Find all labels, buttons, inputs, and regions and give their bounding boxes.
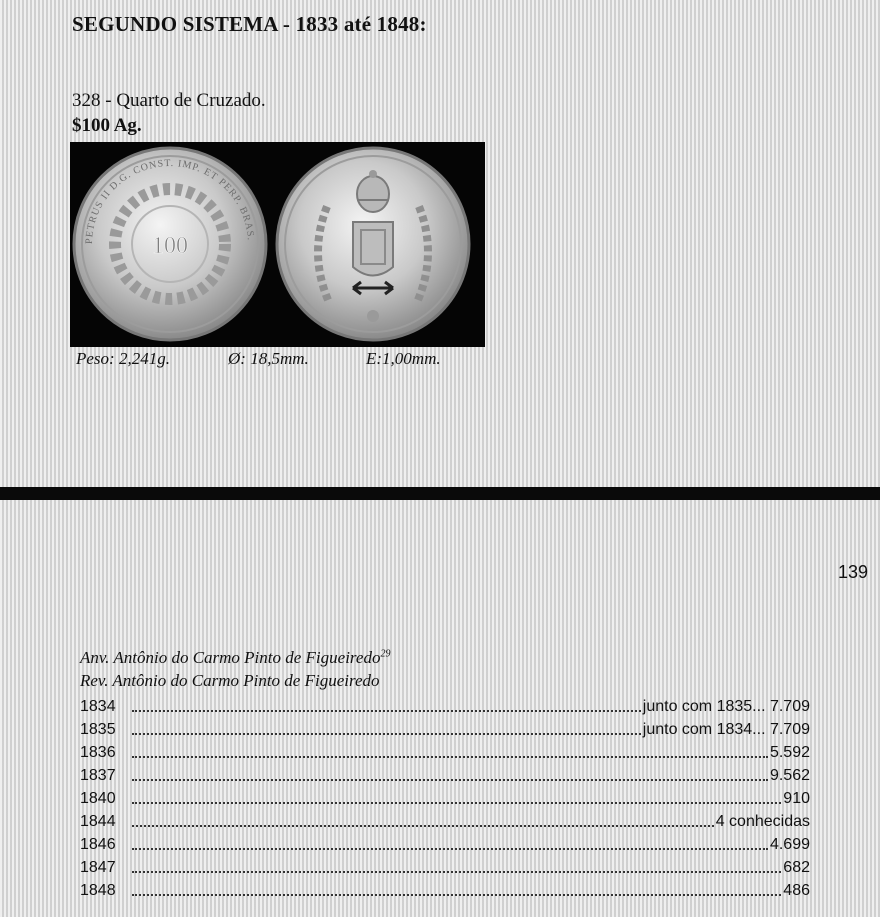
dot-leader bbox=[132, 801, 781, 804]
section-title: SEGUNDO SISTEMA - 1833 até 1848: bbox=[72, 12, 427, 36]
mintage-quantity: 9.562 bbox=[769, 767, 810, 784]
mintage-year: 1835 bbox=[80, 721, 116, 738]
footnote-ref: 29 bbox=[380, 648, 391, 660]
mintage-quantity: 910 bbox=[783, 790, 810, 807]
page-divider bbox=[0, 487, 880, 500]
reverse-engraver: Rev. Antônio do Carmo Pinto de Figueiredo bbox=[80, 671, 380, 690]
mintage-row bbox=[80, 694, 810, 716]
coin-thickness: E:1,00mm. bbox=[366, 349, 441, 368]
coin-photo bbox=[70, 142, 485, 347]
dot-leader bbox=[132, 778, 768, 781]
mintage-row bbox=[80, 740, 810, 762]
mintage-year: 1837 bbox=[80, 767, 116, 784]
mintage-row bbox=[80, 786, 810, 808]
coin-obverse bbox=[70, 142, 266, 340]
obverse-engraver bbox=[80, 648, 390, 668]
coin-weight: Peso: 2,241g. bbox=[76, 349, 170, 368]
mintage-quantity: 4 conhecidas bbox=[715, 813, 810, 830]
mintage-quantity: 486 bbox=[783, 882, 810, 899]
mintage-quantity: junto com 1834... 7.709 bbox=[642, 721, 810, 738]
dot-leader bbox=[132, 824, 714, 827]
coin-obverse-legend: PETRUS II D.G. CONST. IMP. ET PERP. BRAS. bbox=[83, 157, 256, 245]
dot-leader bbox=[132, 870, 781, 873]
coin-reverse bbox=[277, 148, 469, 340]
mintage-quantity: 5.592 bbox=[769, 744, 810, 761]
dot-leader bbox=[132, 732, 641, 735]
dot-leader bbox=[132, 847, 768, 850]
mintage-row bbox=[80, 878, 810, 900]
mintage-row bbox=[80, 855, 810, 877]
mintage-year: 1834 bbox=[80, 698, 116, 715]
mintage-year: 1836 bbox=[80, 744, 116, 761]
mintage-row bbox=[80, 809, 810, 831]
mintage-quantity: junto com 1835... 7.709 bbox=[642, 698, 810, 715]
coin-value: $100 Ag. bbox=[72, 115, 142, 136]
obverse-engraver-text: Anv. Antônio do Carmo Pinto de Figueiredo bbox=[80, 648, 381, 667]
mintage-year: 1847 bbox=[80, 859, 116, 876]
mintage-quantity: 4.699 bbox=[769, 836, 810, 853]
dot-leader bbox=[132, 709, 641, 712]
coin-denomination: 100 bbox=[152, 233, 188, 259]
dot-leader bbox=[132, 893, 781, 896]
mintage-year: 1844 bbox=[80, 813, 116, 830]
coin-diameter: Ø: 18,5mm. bbox=[228, 349, 309, 368]
mintage-year: 1840 bbox=[80, 790, 116, 807]
coin-name: 328 - Quarto de Cruzado. bbox=[72, 90, 266, 111]
bottom-page bbox=[0, 500, 880, 917]
mintage-year: 1848 bbox=[80, 882, 116, 899]
mintage-row bbox=[80, 763, 810, 785]
page-number: 139 bbox=[837, 562, 868, 582]
mintage-row bbox=[80, 717, 810, 739]
coin-photo-illustration bbox=[70, 142, 485, 347]
mintage-quantity: 682 bbox=[783, 859, 810, 876]
mintage-row bbox=[80, 832, 810, 854]
mintage-year: 1846 bbox=[80, 836, 116, 853]
dot-leader bbox=[132, 755, 768, 758]
